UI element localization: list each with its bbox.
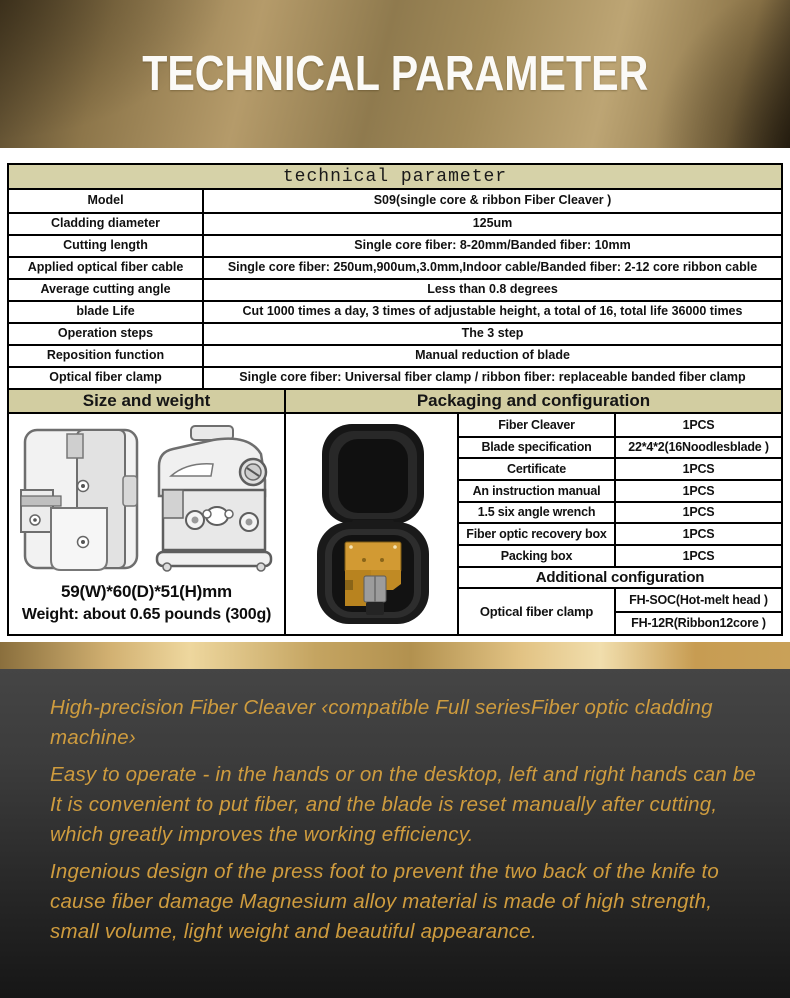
row-label: blade Life (76, 304, 135, 319)
description-paragraph (50, 857, 770, 947)
table-row-cladding-diameter (9, 212, 781, 234)
spec-table (7, 163, 783, 636)
row-label: Cutting length (63, 238, 148, 253)
row-value: S09(single core & ribbon Fiber Cleaver ) (202, 190, 781, 212)
row-label: Operation steps (57, 326, 154, 341)
row-label: Applied optical fiber cable (27, 260, 184, 275)
description-line: Easy to operate - in the hands or on the desktop, left and right hands can be (50, 763, 757, 786)
pack-item-label: Fiber optic recovery box (459, 522, 614, 544)
description-line: which greatly improves the working efficiency. (50, 823, 474, 846)
carry-case-photo (298, 420, 446, 628)
row-value: The 3 step (202, 324, 781, 344)
pack-item-value: 1PCS (614, 479, 781, 501)
row-value: Less than 0.8 degrees (202, 280, 781, 300)
description-line: cause fiber damage Magnesium alloy material is made of high strength, (50, 890, 713, 913)
content-row (9, 412, 781, 634)
table-row-model (9, 190, 781, 212)
technical-parameter-section (7, 163, 783, 636)
row-value: Single core fiber: 250um,900um,3.0mm,Indoor cable/Banded fiber: 2-12 core ribbon cable (202, 258, 781, 278)
size-weight-header: Size and weight (9, 390, 284, 412)
pack-item-label: 1.5 six angle wrench (459, 501, 614, 523)
additional-configuration-header: Additional configuration (459, 566, 781, 588)
gold-divider (0, 642, 790, 669)
row-value: Single core fiber: Universal fiber clamp / ribbon fiber: replaceable banded fiber clamp (202, 368, 781, 388)
pack-item-label: Packing box (459, 544, 614, 566)
cleaver-drawing-front-icon (17, 424, 145, 574)
row-label: Optical fiber clamp (49, 370, 162, 385)
description-section (0, 669, 790, 998)
table-row-cutting-angle (9, 278, 781, 300)
description-line: High-precision Fiber Cleaver ‹compatible Full seriesFiber optic cladding (50, 696, 713, 719)
description-paragraph (50, 760, 770, 850)
page-title: TECHNICAL PARAMETER (141, 47, 649, 101)
description-paragraph (50, 693, 770, 753)
pack-item-value: 1PCS (614, 501, 781, 523)
packaging-photo-cell (284, 414, 457, 634)
weight-text: Weight: about 0.65 pounds (300g) (21, 606, 272, 623)
row-label: Model (87, 193, 124, 208)
pack-item-label: Certificate (459, 457, 614, 479)
optical-fiber-clamp-label: Optical fiber clamp (459, 587, 614, 634)
cleaver-drawings (17, 424, 277, 574)
clamp-option-1: FH-SOC(Hot-melt head ) (614, 587, 781, 610)
table-row-reposition-function (9, 344, 781, 366)
table-row-fiber-clamp (9, 366, 781, 388)
table-row-cutting-length (9, 234, 781, 256)
table-row-operation-steps (9, 322, 781, 344)
description-line: Ingenious design of the press foot to prevent the two back of the knife to (50, 860, 719, 883)
packaging-table (457, 414, 781, 634)
row-value: 125um (202, 214, 781, 234)
dimensions-text: 59(W)*60(D)*51(H)mm (61, 582, 232, 601)
pack-item-value: 1PCS (614, 457, 781, 479)
spec-table-title: technical parameter (9, 165, 781, 190)
description-line: machine› (50, 726, 136, 749)
table-row-blade-life (9, 300, 781, 322)
pack-item-value: 1PCS (614, 522, 781, 544)
row-label: Average cutting angle (40, 282, 171, 297)
row-label: Reposition function (46, 348, 165, 363)
cleaver-drawing-side-icon (151, 424, 277, 574)
description-line: It is convenient to put fiber, and the blade is reset manually after cutting, (50, 793, 718, 816)
pack-item-value: 22*4*2(16Noodlesblade ) (614, 436, 781, 458)
row-value: Single core fiber: 8-20mm/Banded fiber: 10mm (202, 236, 781, 256)
pack-item-label: Blade specification (459, 436, 614, 458)
row-value: Cut 1000 times a day, 3 times of adjustable height, a total of 16, total life 36000 times (202, 302, 781, 322)
pack-item-value: 1PCS (614, 544, 781, 566)
row-value: Manual reduction of blade (202, 346, 781, 366)
size-weight-cell (9, 414, 284, 634)
row-label: Cladding diameter (50, 216, 161, 231)
packaging-header: Packaging and configuration (284, 390, 781, 412)
banner (0, 0, 790, 148)
table-row-applied-cable (9, 256, 781, 278)
section-header-row (9, 388, 781, 412)
description-line: small volume, light weight and beautiful appearance. (50, 920, 537, 943)
pack-item-label: Fiber Cleaver (498, 417, 575, 432)
clamp-option-2: FH-12R(Ribbon12core ) (614, 611, 781, 634)
pack-item-label: An instruction manual (459, 479, 614, 501)
pack-item-value: 1PCS (614, 414, 781, 436)
